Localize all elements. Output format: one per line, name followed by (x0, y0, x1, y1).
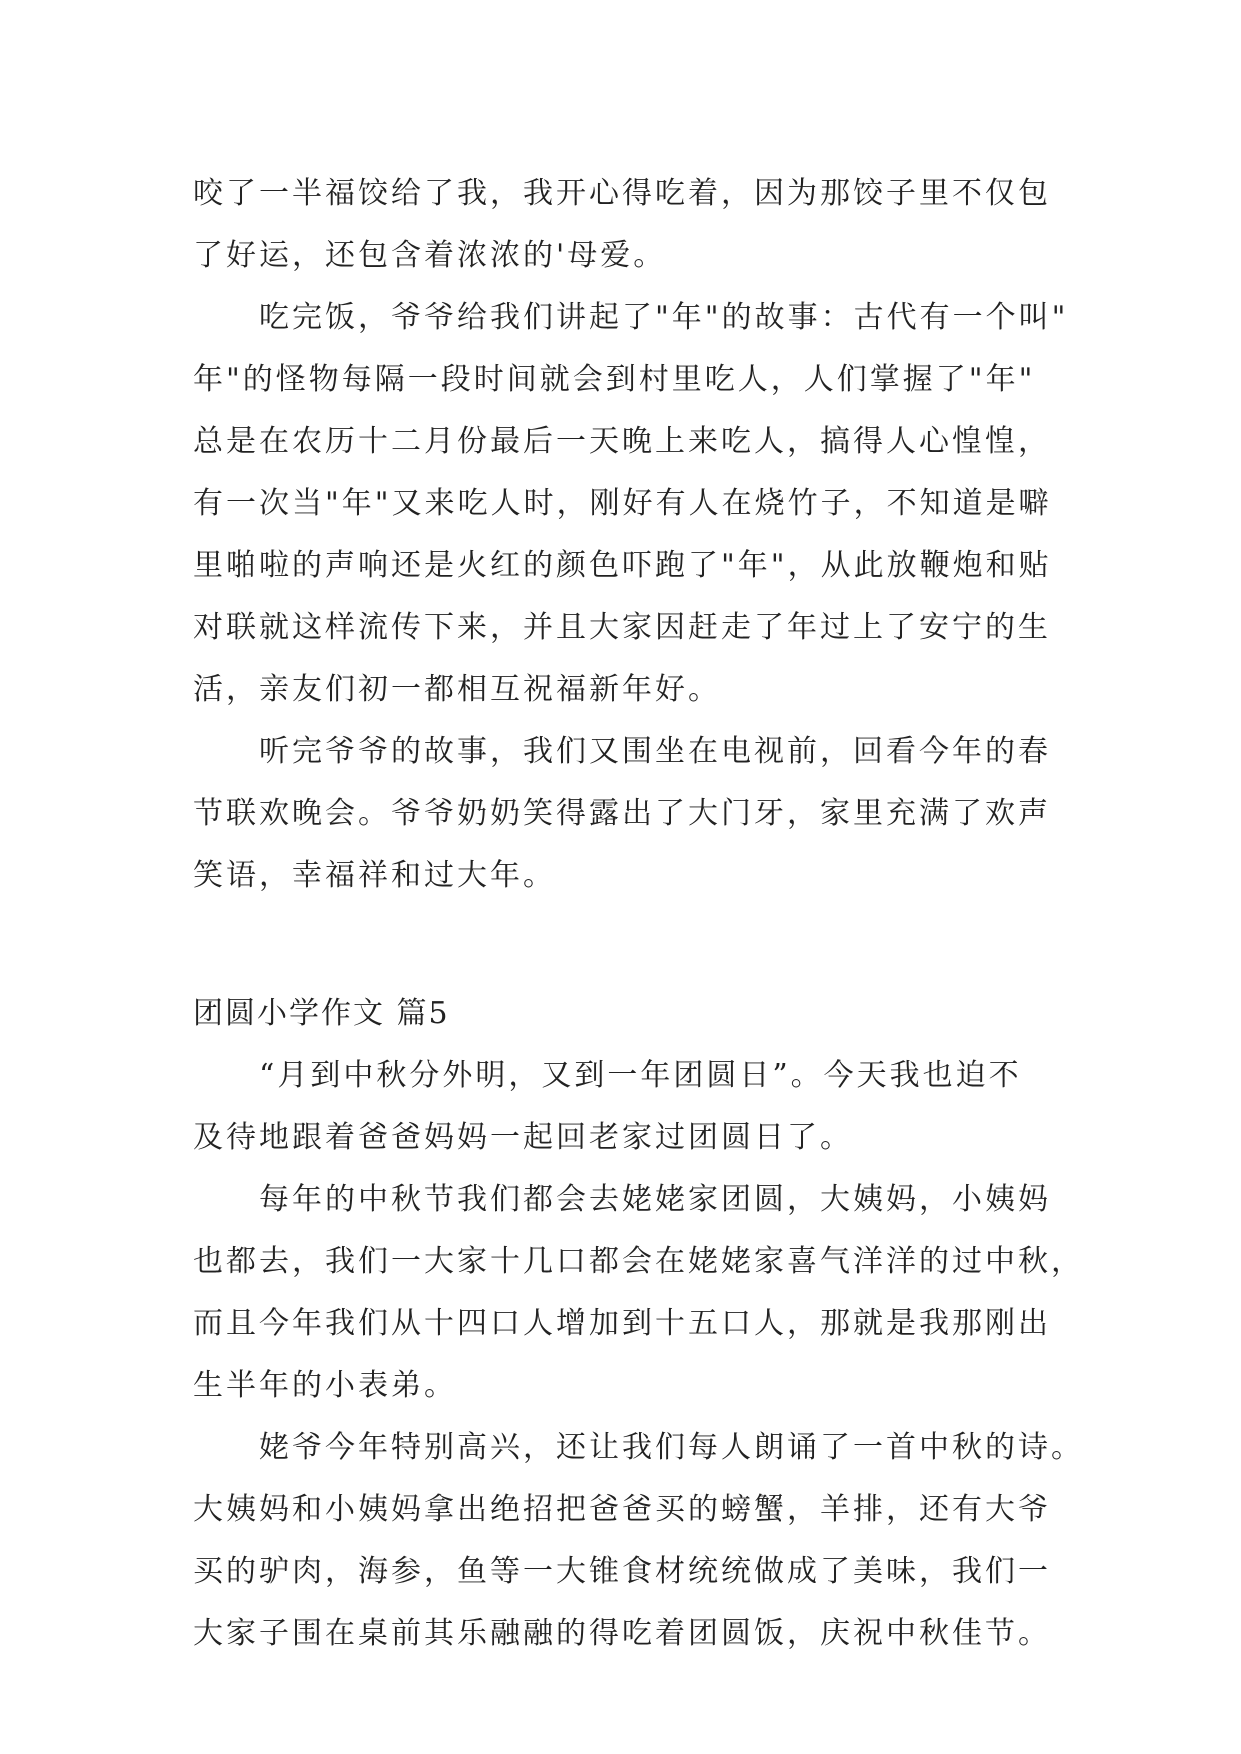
paragraph (193, 1045, 1073, 1169)
text-line: 里啪啦的声响还是火红的颜色吓跑了"年"，从此放鞭炮和贴 (193, 548, 1052, 583)
text-line: 生半年的小表弟。 (193, 1368, 457, 1403)
text-line: 活，亲友们初一都相互祝福新年好。 (193, 672, 721, 707)
document-body (193, 163, 1084, 1665)
text-line: 及待地跟着爸爸妈妈一起回老家过团圆日了。 (193, 1120, 853, 1155)
paragraph (193, 1169, 1084, 1417)
text-line: 节联欢晚会。爷爷奶奶笑得露出了大门牙，家里充满了欢声 (193, 796, 1051, 831)
paragraph (193, 287, 1073, 721)
text-line: 买的驴肉，海参，鱼等一大锥食材统统做成了美味，我们一 (193, 1554, 1051, 1589)
text-line: 笑语，幸福祥和过大年。 (193, 858, 556, 893)
text-line: 而且今年我们从十四口人增加到十五口人，那就是我那刚出 (193, 1306, 1051, 1341)
text-line: 了好运，还包含着浓浓的'母爱。 (193, 238, 667, 273)
text-line: 咬了一半福饺给了我，我开心得吃着，因为那饺子里不仅包 (193, 176, 1051, 211)
text-line: “月到中秋分外明，又到一年团圆日”。今天我也迫不 (193, 1058, 1022, 1093)
text-line: 也都去，我们一大家十几口都会在姥姥家喜气洋洋的过中秋， (193, 1244, 1084, 1279)
section-title: 团圆小学作文 篇5 (193, 996, 450, 1031)
paragraph (193, 163, 1073, 287)
text-line: 听完爷爷的故事，我们又围坐在电视前，回看今年的春 (193, 734, 1051, 769)
text-line: 对联就这样流传下来，并且大家因赶走了年过上了安宁的生 (193, 610, 1051, 645)
text-line: 每年的中秋节我们都会去姥姥家团圆，大姨妈，小姨妈 (193, 1182, 1051, 1217)
text-line: 姥爷今年特别高兴，还让我们每人朗诵了一首中秋的诗。 (193, 1430, 1084, 1465)
text-line: 大姨妈和小姨妈拿出绝招把爸爸买的螃蟹，羊排，还有大爷 (193, 1492, 1051, 1527)
text-line: 总是在农历十二月份最后一天晚上来吃人，搞得人心惶惶， (193, 424, 1051, 459)
text-line: 大家子围在桌前其乐融融的得吃着团圆饭，庆祝中秋佳节。 (193, 1616, 1051, 1651)
text-line: 吃完饭，爷爷给我们讲起了"年"的故事：古代有一个叫" (193, 300, 1069, 335)
text-line: 年"的怪物每隔一段时间就会到村里吃人，人们掌握了"年" (193, 362, 1036, 397)
paragraph (193, 721, 1073, 907)
paragraph (193, 1417, 1084, 1665)
text-line: 有一次当"年"又来吃人时，刚好有人在烧竹子，不知道是噼 (193, 486, 1052, 521)
section-spacer (193, 907, 1073, 983)
